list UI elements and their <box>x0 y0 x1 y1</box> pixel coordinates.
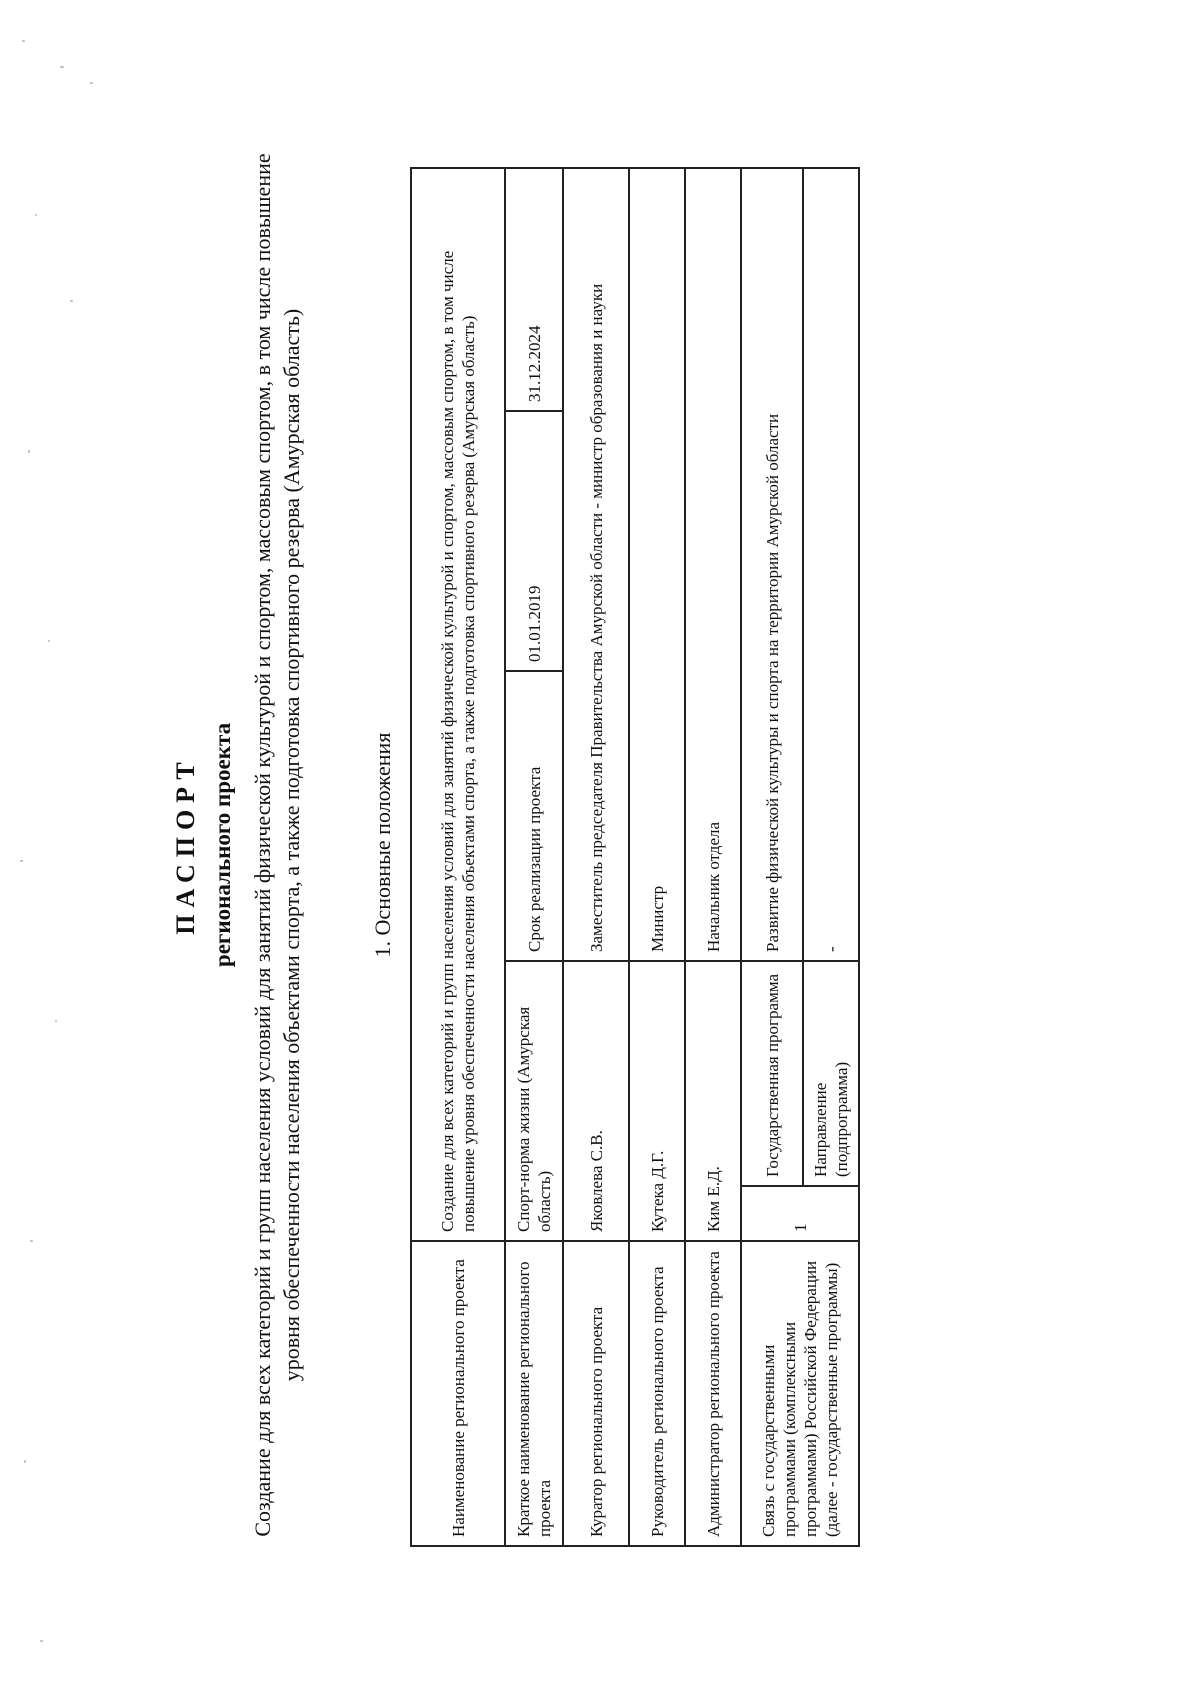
admin-position: Начальник отдела <box>685 168 741 961</box>
table-row <box>629 168 685 1546</box>
short-name-cell: Спорт-норма жизни (Амурская область) <box>505 961 563 1241</box>
head-name: Кутека Д.Г. <box>629 961 685 1241</box>
row-label: Краткое наименование регионального проекта <box>505 1241 563 1546</box>
term-label: Срок реализации проекта <box>505 671 563 961</box>
row-label: Администратор регионального проекта <box>685 1241 741 1546</box>
program-value: Развитие физической культуры и спорта на территории Амурской области <box>741 168 803 961</box>
end-date: 31.12.2024 <box>505 168 563 411</box>
table-row <box>411 168 505 1546</box>
row-label: Связь с государственными программами (комплексными программами) Российской Федерации (далее - государственные программы) <box>741 1241 859 1546</box>
project-full-name: Создание для всех категорий и групп населения условий для занятий физической культурой и спортом, массовым спортом, в том числе повышение уровня обеспеченности населения объектами спорта, а также подготовка спортивного резерва (Амурская область) <box>250 153 304 1537</box>
table-row <box>741 168 803 1546</box>
admin-name: Ким Е.Д. <box>685 961 741 1241</box>
table-row <box>563 168 629 1546</box>
row-label: Руководитель регионального проекта <box>629 1241 685 1546</box>
row-label: Куратор регионального проекта <box>563 1241 629 1546</box>
document-title: ПАСПОРТ <box>171 755 200 935</box>
section-title: 1. Основные положения <box>370 732 395 958</box>
scan-edge-noise <box>0 0 130 1703</box>
curator-position: Заместитель председателя Правительства Амурской области - министр образования и науки <box>563 168 629 961</box>
passport-table <box>410 167 860 1547</box>
start-date: 01.01.2019 <box>505 411 563 671</box>
document-subtitle: регионального проекта <box>210 722 235 968</box>
table-row <box>505 168 563 1546</box>
program-number: 1 <box>741 1186 859 1241</box>
direction-value: - <box>803 168 859 961</box>
head-position: Министр <box>629 168 685 961</box>
project-name-cell: Создание для всех категорий и групп населения условий для занятий физической культурой и спортом, массовым спортом, в том числе повышение уровня обеспеченности населения объектами спорта, а также подготовка спортивного резерва (Амурская область) <box>411 168 505 1241</box>
table-row <box>685 168 741 1546</box>
rotated-page <box>170 65 1200 1625</box>
direction-label: Направление (подпрограмма) <box>803 961 859 1186</box>
curator-name: Яковлева С.В. <box>563 961 629 1241</box>
row-label: Наименование регионального проекта <box>411 1241 505 1546</box>
program-label: Государственная программа <box>741 961 803 1186</box>
